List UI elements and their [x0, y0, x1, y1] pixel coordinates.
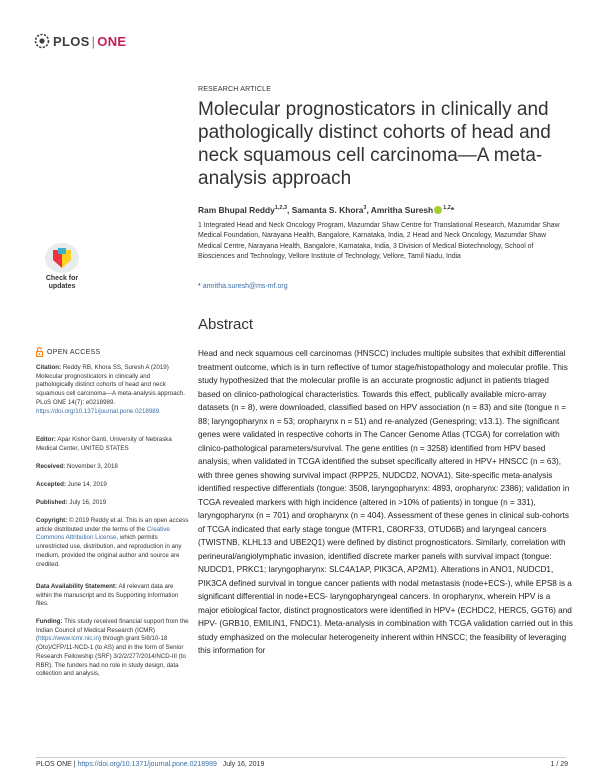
open-access-label: OPEN ACCESS	[47, 348, 101, 356]
footer-divider	[36, 757, 566, 758]
footer-journal: PLOS ONE	[36, 761, 72, 768]
data-availability-text: All relevant data are within the manuscript and its Supporting Information files.	[36, 583, 179, 608]
footer-citation	[36, 761, 264, 768]
page-footer	[36, 761, 568, 768]
footer-date: July 16, 2019	[222, 761, 265, 768]
footer-separator: |	[71, 761, 78, 768]
plos-logo-icon	[34, 33, 50, 49]
editor-block	[36, 436, 189, 453]
funding-text: This study received financial support from the Indian Council of Medical Research (ICMR) (	[36, 618, 189, 643]
received-date: November 3, 2018	[66, 463, 118, 470]
email-star: *	[198, 283, 201, 290]
check-for-updates-badge[interactable]	[37, 243, 87, 297]
author-name[interactable]: Amritha Suresh	[370, 205, 434, 215]
funding-text-continued: ) through grant 5/8/10-18 (Oto)/CFP/11-NCD-1 (to AS) and in the form of Senior Research Fellowship (SRF) 3/2/2/277/2014/NCD-III (to RBR). The funders had no role in study design, data collection and analysis,	[36, 635, 186, 678]
author-name[interactable]: Samanta S. Khora	[291, 205, 364, 215]
crossmark-icon	[45, 243, 79, 273]
editor-label: Editor:	[36, 436, 56, 443]
corresponding-author-star: *	[450, 205, 455, 215]
logo-one-text: ONE	[97, 33, 127, 49]
data-availability-label: Data Availability Statement:	[36, 583, 118, 590]
copyright-block	[36, 517, 189, 569]
citation-label: Citation:	[36, 364, 62, 371]
orcid-icon[interactable]	[434, 206, 442, 214]
funding-link[interactable]: https://www.icmr.nic.in	[38, 635, 99, 643]
logo-separator: |	[91, 33, 96, 49]
funding-block	[36, 618, 189, 679]
page-number: 1 / 29	[550, 761, 568, 768]
accepted-date: June 14, 2019	[67, 481, 107, 488]
article-type-label: RESEARCH ARTICLE	[198, 86, 272, 93]
author-affiliation-marker: 1,2,3	[274, 205, 288, 212]
published-date: July 16, 2019	[69, 499, 107, 506]
license-link[interactable]: Creative Commons Attribution License	[36, 525, 170, 542]
copyright-text-continued: , which permits unrestricted use, distribution, and reproduction in any medium, provided the original author and source are credited.	[36, 534, 182, 568]
check-updates-line1: Check for	[45, 275, 79, 282]
logo-plos-text: PLOS	[53, 33, 90, 49]
accepted-label: Accepted:	[36, 481, 66, 488]
received-block	[36, 463, 189, 472]
author-affiliation-marker: 1,2	[443, 205, 451, 212]
email-link[interactable]: amritha.suresh@ms-mf.org	[202, 283, 288, 290]
footer-doi-link[interactable]: https://doi.org/10.1371/journal.pone.0218989	[77, 761, 217, 768]
author-list: Ram Bhupal Reddy$^{1,2,3}$, Samanta S. Khora$^3$, Amritha Suresh $^{1,2}$*	[198, 205, 455, 215]
published-block	[36, 499, 189, 508]
accepted-block	[36, 481, 189, 490]
citation-text: Reddy RB, Khora SS, Suresh A (2019) Molecular prognosticators in clinically and pathologically distinct cohorts of head and neck squamous cell carcinoma—A meta-analysis approach. PLoS ONE 14(7): e0218989.	[36, 364, 185, 406]
author-name[interactable]: Ram Bhupal Reddy	[198, 205, 275, 215]
funding-label: Funding:	[36, 618, 63, 625]
check-updates-line2: updates	[48, 283, 76, 290]
corresponding-email	[198, 283, 288, 290]
copyright-text: © 2019 Reddy et al. This is an open access article distributed under the terms of the	[36, 517, 189, 533]
abstract-heading: Abstract	[198, 316, 254, 333]
open-access-indicator	[36, 347, 100, 357]
plos-one-logo[interactable]	[34, 30, 126, 52]
affiliations: 1 Integrated Head and Neck Oncology Program, Mazumdar Shaw Centre for Translational Research, Mazumdar Shaw Medical Foundation, Narayana Health, Bangalore, Karnataka, India, 2 Head and Neck Oncology, Mazumdar Shaw Medical Centre, Narayana Health, Bangalore, Karnataka, India, 3 Division of Medical Biotechnology, School of Biosciences and Technology, Vellore Institute of Technology, Vellore, Tamil Nadu, India	[198, 222, 560, 261]
editor-text: Apar Kishor Ganti, University of Nebraska Medical Center, UNITED STATES	[36, 436, 172, 452]
data-availability-block	[36, 583, 189, 609]
copyright-label: Copyright:	[36, 517, 68, 524]
article-title: Molecular prognosticators in clinically and pathologically distinct cohorts of head and neck squamous cell carcinoma—A meta-analysis approach	[198, 99, 551, 189]
abstract-body: Head and neck squamous cell carcinomas (HNSCC) includes multiple subsites that exhibit differential treatment outcome, which is in turn reflective of tumor stage/histopathology and molecular profile. This study hypothesized that the molecular profile is an accurate prognostic adjunct in patients triaged based on clinico-pathological characteristics. Towards this effect, publically available micro-array datasets (n = 8), were downloaded, classified based on HPV association (n = 83) and site (tongue n = 88; laryngopharynx n = 53; oropharynx n = 51) and re-analyzed (Genespring; v13.1). The significant genes were validated in respective cohorts in The Cancer Genome Atlas (TCGA) for correlation with clinico-pathological parameters/survival. The gene entities (n = 3258) identified from HPV based analysis, when validated in TCGA identified the subset specifically altered in HPV+ HNSCC (n = 63), with three genes showing survival impact (RPP25, NUDCD2, NOVA1). Site-specific meta-analysis identified respective differentials (tongue: 3508, laryngopharynx: 4893, oropharynx: 2386); validation in TCGA revealed markers with high incidence (altered in >10% of patients) in tongue (n = 331), laryngopharynx (n = 701) and oropharynx (n = 404). Assessment of these genes in clinical sub-cohorts of TCGA indicated that early stage tongue (MTFR1, C8ORF33, OTUD6B) and laryngeal cancers (TWISTNB, KLHL13 and UBE2Q1) were defined by distinct prognosticators. Similarly, correlation with perineural/angiolymphatic invasion, identified discrete marker panels with survival impact (tongue: NUDCD1, PRKC1; laryngopharynx: SLC4A1AP, PIK3CA, AP2M1). Alterations in ANO1, NUDCD1, PIK3CA defined survival in tongue cancer patients with nodal metastasis (node+ECS-), while EPS8 is a significant differential in node+ECS- laryngopharyngeal cancers. In oropharynx, wherein HPV is a major etiological factor, distinct prognosticators were identified in HPV+ (ECHDC2, HERC5, GGT6) and HPV- (GRB10, EMILIN1, FNDC1). Meta-analysis in combination with TCGA validation carried out in this study emphasized on the molecular heterogeneity inherent within HNSCC; the feasibility of leveraging this information for	[198, 349, 573, 655]
received-label: Received:	[36, 463, 66, 470]
citation-block	[36, 364, 189, 416]
citation-doi-link[interactable]: https://doi.org/10.1371/journal.pone.0218989	[36, 407, 160, 415]
published-label: Published:	[36, 499, 68, 506]
open-lock-icon	[36, 347, 43, 357]
author-affiliation-marker: 3	[363, 205, 367, 212]
